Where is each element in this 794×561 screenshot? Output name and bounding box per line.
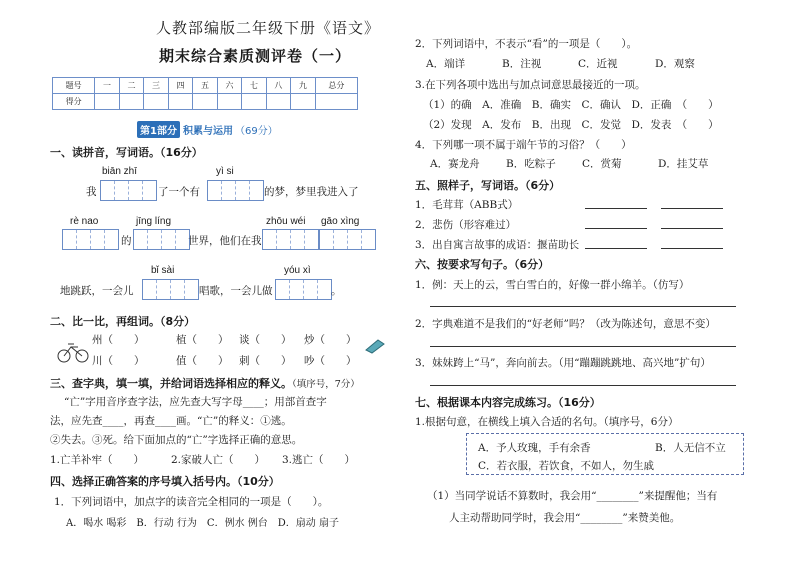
s5-item: 2．悲伤（形容难过） <box>415 219 517 231</box>
q4-option[interactable]: B．吃粽子 <box>506 158 556 170</box>
score-table <box>52 77 358 110</box>
pinyin: rè nao <box>70 216 99 227</box>
score-input[interactable] <box>217 94 241 110</box>
answer-line[interactable] <box>585 208 647 209</box>
writing-box[interactable] <box>100 180 157 201</box>
compare-item[interactable]: 刺（ ） <box>239 355 292 367</box>
q2-option[interactable]: B．注视 <box>502 58 542 70</box>
s7-title: 七、根据课本内容完成练习。（16分） <box>415 396 601 409</box>
part-title: 积累与运用 <box>182 126 233 137</box>
score-cell: 题号 <box>53 78 95 94</box>
pinyin: gāo xìng <box>321 216 360 227</box>
q4-option[interactable]: C．赏菊 <box>582 158 622 170</box>
pinyin: yì si <box>216 166 234 177</box>
writing-box[interactable] <box>319 229 376 250</box>
answer-line[interactable] <box>661 248 723 249</box>
answer-line[interactable] <box>585 248 647 249</box>
answer-line[interactable] <box>430 346 736 347</box>
compare-item[interactable]: 植（ ） <box>176 334 229 346</box>
q2-option[interactable]: A．端详 <box>426 58 466 70</box>
s1-text: 的梦，梦里我进入了 <box>264 186 359 198</box>
s3-para: “亡”字用音序查字法，应先查大写字母____；用部首查字 <box>64 396 327 408</box>
q2-option[interactable]: C．近视 <box>578 58 618 70</box>
score-cell: 六 <box>217 78 241 94</box>
score-cell: 三 <box>144 78 168 94</box>
writing-box[interactable] <box>275 279 332 300</box>
score-cell: 总分 <box>315 78 357 94</box>
s1-text: 。 <box>331 285 342 297</box>
title-line2: 期末综合素质测评卷（一） <box>159 47 352 65</box>
score-cell: 一 <box>95 78 119 94</box>
s3-title-row <box>50 375 360 391</box>
score-cell: 二 <box>119 78 143 94</box>
score-cell: 四 <box>168 78 192 94</box>
bike-illustration-icon <box>56 338 90 364</box>
pinyin: zhōu wéi <box>266 216 306 227</box>
s1-text: 地跳跃，一会儿 <box>60 285 134 297</box>
part-tag: 第1部分 <box>137 121 180 138</box>
s4-q1-options[interactable]: A．喝水 喝彩 B．行动 行为 C．例水 例台 D．扇动 扇子 <box>66 518 339 529</box>
score-input[interactable] <box>144 94 168 110</box>
answer-line[interactable] <box>661 228 723 229</box>
s1-text: 唱歌，一会儿做 <box>199 285 273 297</box>
compare-item[interactable]: 川（ ） <box>92 355 145 367</box>
compare-item[interactable]: 值（ ） <box>176 355 229 367</box>
score-label: 得分 <box>53 94 95 110</box>
quote-option: A．予人玫瑰，手有余香 <box>478 442 591 454</box>
s1-title: 一、读拼音，写词语。（16分） <box>50 146 203 159</box>
q4-option[interactable]: D．挂艾草 <box>658 158 709 170</box>
writing-box[interactable] <box>262 229 319 250</box>
writing-box[interactable] <box>133 229 190 250</box>
s6-q: 1．例：天上的云，雪白雪白的，好像一群小绵羊。（仿写） <box>415 279 690 291</box>
q2-option[interactable]: D．观察 <box>655 58 695 70</box>
score-cell: 八 <box>266 78 290 94</box>
writing-box[interactable] <box>207 180 264 201</box>
s3-item[interactable]: 1.亡羊补牢（ ） <box>50 454 145 466</box>
part-points: （69分） <box>234 126 278 137</box>
s6-q: 3．妹妹跨上“马”，奔向前去。（用“蹦蹦跳跳地、高兴地”扩句） <box>415 357 711 369</box>
s4-q1: 1．下列词语中，加点字的读音完全相同的一项是（ ）。 <box>54 496 329 508</box>
score-cell: 七 <box>242 78 266 94</box>
s3-item[interactable]: 2.家破人亡（ ） <box>171 454 266 466</box>
q3-item[interactable]: （2）发现 A．发布 B．出现 C．发觉 D．发表 （ ） <box>423 119 719 131</box>
score-cell: 五 <box>193 78 217 94</box>
writing-box[interactable] <box>142 279 199 300</box>
s1-text: 世界，他们在我 <box>188 235 262 247</box>
title-line1: 人教部编版二年级下册《语文》 <box>156 19 381 37</box>
s5-item: 3．出自寓言故事的成语：揠苗助长 <box>415 239 580 251</box>
s2-title: 二、比一比，再组词。（8分） <box>50 315 196 328</box>
score-input[interactable] <box>242 94 266 110</box>
s1-text: 了一个有 <box>158 186 200 198</box>
score-input[interactable] <box>119 94 143 110</box>
score-input[interactable] <box>291 94 315 110</box>
part-heading <box>137 121 278 138</box>
score-input[interactable] <box>315 94 357 110</box>
s3-para: ②失去。③死。给下面加点的“亡”字选择正确的意思。 <box>50 434 303 446</box>
q4: 4．下列哪一项不属于端午节的习俗？（ ） <box>415 139 632 151</box>
s7-fill[interactable]: 人主动帮助同学时，我会用“________”来赞美他。 <box>449 512 681 524</box>
s6-title: 六、按要求写句子。（6分） <box>415 258 550 271</box>
answer-line[interactable] <box>585 228 647 229</box>
score-input[interactable] <box>95 94 119 110</box>
s7-fill[interactable]: （1）当同学说话不算数时，我会用“________”来提醒他；当有 <box>427 490 718 502</box>
score-input[interactable] <box>168 94 192 110</box>
q3: 3.在下列各项中选出与加点词意思最接近的一项。 <box>415 79 646 91</box>
s1-text: 的 <box>121 235 132 247</box>
writing-box[interactable] <box>62 229 119 250</box>
s7-q1: 1.根据句意，在横线上填入合适的名句。（填序号，6分） <box>415 416 679 428</box>
score-input[interactable] <box>193 94 217 110</box>
s3-title-note: （填序号，7分） <box>292 379 360 390</box>
pinyin: biān zhī <box>102 166 138 177</box>
score-cell: 九 <box>291 78 315 94</box>
score-input[interactable] <box>266 94 290 110</box>
quote-option: C．若衣服，若饮食，不如人，勿生戚 <box>478 460 655 472</box>
answer-line[interactable] <box>430 385 736 386</box>
pinyin: yóu xì <box>284 265 311 276</box>
pencil-illustration-icon <box>364 338 386 354</box>
q2: 2．下列词语中，不表示“看”的一项是（ ）。 <box>415 38 638 50</box>
q3-item[interactable]: （1）的确 A．准确 B．确实 C．确认 D．正确 （ ） <box>423 99 719 111</box>
answer-line[interactable] <box>430 306 736 307</box>
compare-item[interactable]: 炒（ ） <box>304 334 357 346</box>
q4-option[interactable]: A．赛龙舟 <box>430 158 480 170</box>
s1-text: 我 <box>86 186 97 198</box>
compare-item[interactable]: 吵（ ） <box>304 355 357 367</box>
compare-item[interactable]: 州（ ） <box>92 334 145 346</box>
compare-item[interactable]: 谈（ ） <box>239 334 292 346</box>
s3-title: 三、查字典，填一填，并给词语选择相应的释义。 <box>50 377 292 390</box>
s3-para: 法，应先查____，再查____画。“亡”的释义：①逃。 <box>50 415 292 427</box>
s6-q: 2．字典难道不是我们的“好老师”吗？（改为陈述句，意思不变） <box>415 318 716 330</box>
quote-option: B．人无信不立 <box>655 442 726 454</box>
s4-title: 四、选择正确答案的序号填入括号内。（10分） <box>50 475 280 488</box>
s5-title: 五、照样子，写词语。（6分） <box>415 179 561 192</box>
pinyin: jīng líng <box>136 216 172 227</box>
s5-item: 1．毛茸茸（ABB式） <box>415 199 519 211</box>
s3-item[interactable]: 3.逃亡（ ） <box>282 454 356 466</box>
answer-line[interactable] <box>661 208 723 209</box>
pinyin: bǐ sài <box>151 265 175 276</box>
